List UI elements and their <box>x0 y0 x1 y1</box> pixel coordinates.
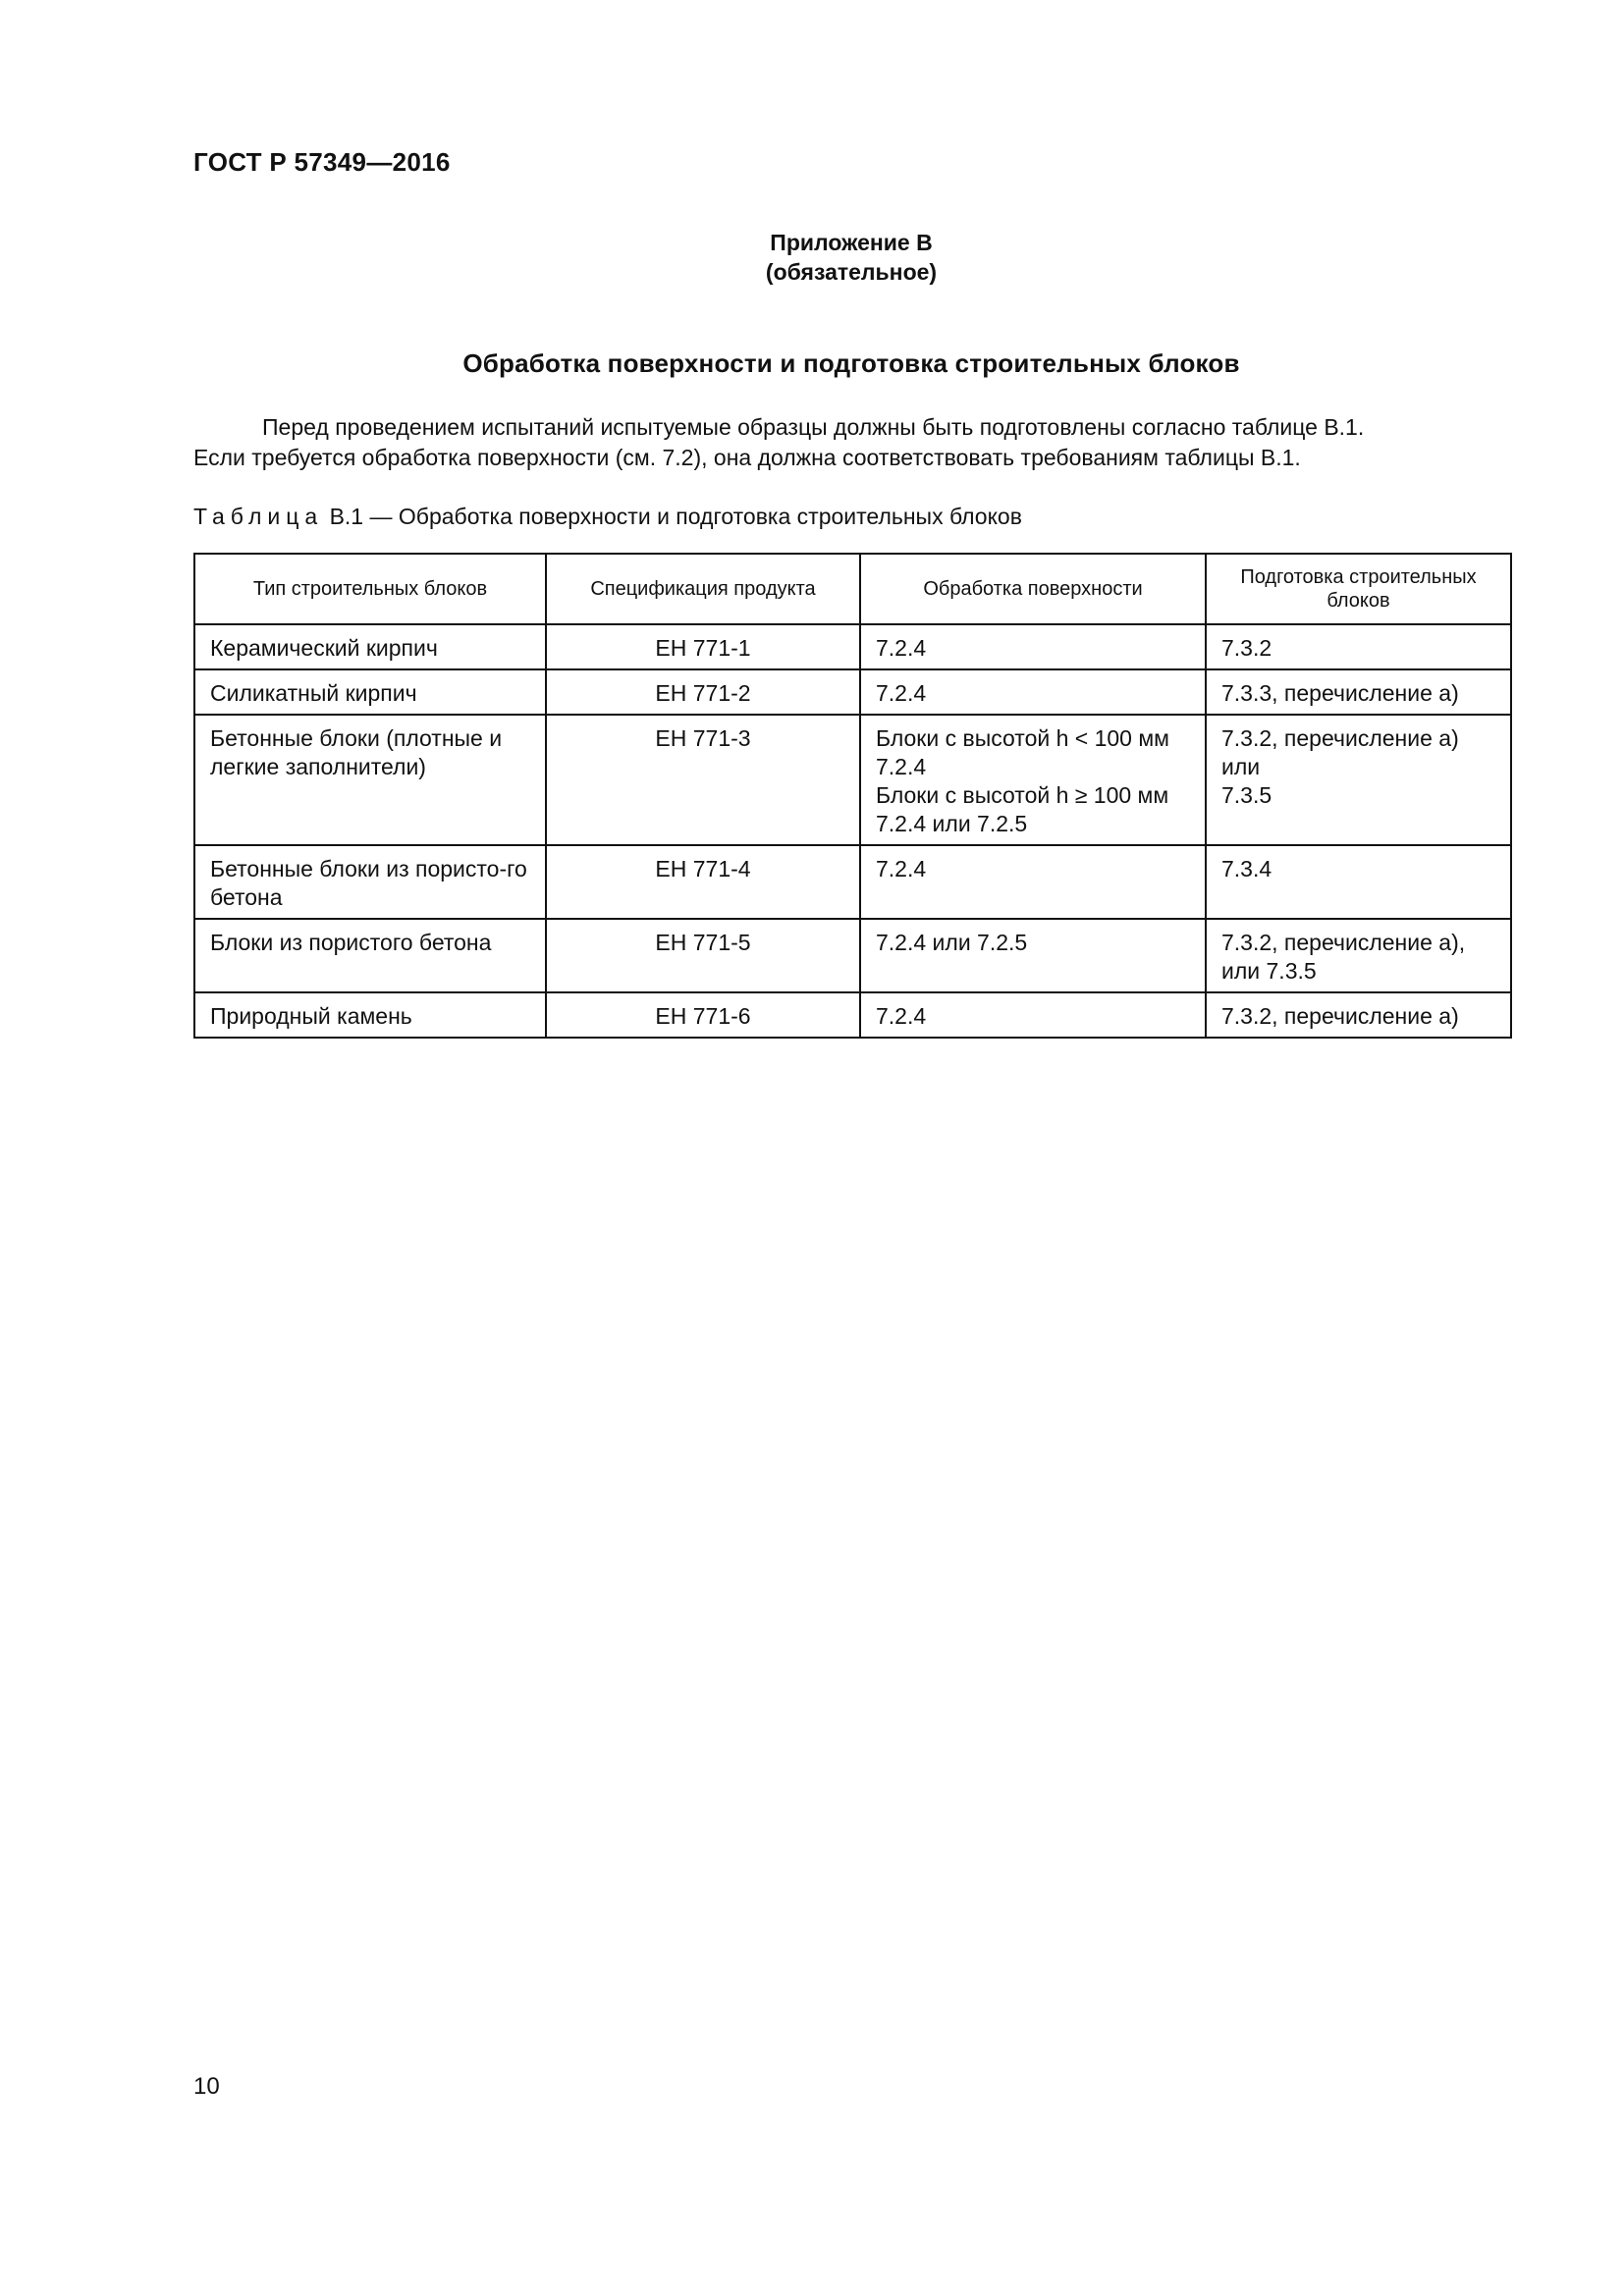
appendix-status: (обязательное) <box>765 259 938 285</box>
spec-cell: ЕН 771-5 <box>546 919 860 992</box>
treatment-cell <box>860 624 1206 669</box>
treatment-cell <box>860 919 1206 992</box>
cell-line: Блоки с высотой h ≥ 100 мм <box>876 782 1169 808</box>
cell-line: 7.3.2, перечисление а), <box>1221 930 1466 955</box>
preparation-cell <box>1206 845 1511 919</box>
cell-line: 7.3.2 <box>1221 635 1272 661</box>
table-row <box>194 992 1511 1038</box>
appendix-title: Приложение В <box>770 230 933 255</box>
treatment-cell <box>860 845 1206 919</box>
block-type-cell: Блоки из пористого бетона <box>194 919 546 992</box>
header-cell: Тип строительных блоков <box>194 554 546 624</box>
spec-cell: ЕН 771-6 <box>546 992 860 1038</box>
block-type-cell: Бетонные блоки из пористо-го бетона <box>194 845 546 919</box>
cell-line: 7.2.4 <box>876 635 927 661</box>
header-cell: Подготовка строительных блоков <box>1206 554 1511 624</box>
table-row <box>194 919 1511 992</box>
cell-line: 7.2.4 <box>876 680 927 706</box>
appendix-heading <box>0 228 1624 287</box>
treatment-cell <box>860 992 1206 1038</box>
cell-line: 7.2.4 или 7.2.5 <box>876 811 1028 836</box>
cell-line: 7.3.2, перечисление а) <box>1221 725 1459 751</box>
cell-line: 7.3.2, перечисление а) <box>1221 1003 1459 1029</box>
table-row <box>194 624 1511 669</box>
intro-line-1: Перед проведением испытаний испытуемые образцы должны быть подготовлены согласно таблице В.1. <box>262 414 1365 440</box>
cell-line: 7.2.4 <box>876 754 927 779</box>
preparation-cell <box>1206 669 1511 715</box>
table-row <box>194 715 1511 845</box>
cell-line: 7.2.4 или 7.2.5 <box>876 930 1028 955</box>
section-title: Обработка поверхности и подготовка строительных блоков <box>462 348 1240 378</box>
preparation-cell <box>1206 624 1511 669</box>
spec-cell: ЕН 771-3 <box>546 715 860 845</box>
header-cell: Обработка поверхности <box>860 554 1206 624</box>
table-caption <box>193 504 1022 530</box>
spec-cell: ЕН 771-2 <box>546 669 860 715</box>
cell-line: 7.3.5 <box>1221 782 1272 808</box>
block-type-cell: Бетонные блоки (плотные и легкие заполнители) <box>194 715 546 845</box>
treatment-table <box>193 553 1512 1039</box>
cell-line: или <box>1221 754 1261 779</box>
cell-line: 7.3.4 <box>1221 856 1272 881</box>
cell-line: 7.3.3, перечисление а) <box>1221 680 1459 706</box>
block-type-cell: Керамический кирпич <box>194 624 546 669</box>
intro-line-2: Если требуется обработка поверхности (см. 7.2), она должна соответствовать требованиям таблицы В.1. <box>193 445 1301 470</box>
cell-line: Блоки с высотой h < 100 мм <box>876 725 1169 751</box>
table-row <box>194 845 1511 919</box>
treatment-cell <box>860 715 1206 845</box>
table-header-row <box>194 554 1511 624</box>
block-type-cell: Природный камень <box>194 992 546 1038</box>
intro-paragraph <box>193 412 1509 473</box>
document-code: ГОСТ Р 57349—2016 <box>193 147 451 177</box>
preparation-cell <box>1206 715 1511 845</box>
preparation-cell <box>1206 992 1511 1038</box>
treatment-cell <box>860 669 1206 715</box>
block-type-cell: Силикатный кирпич <box>194 669 546 715</box>
table-row <box>194 669 1511 715</box>
page-number: 10 <box>193 2073 220 2100</box>
cell-line: 7.2.4 <box>876 1003 927 1029</box>
spec-cell: ЕН 771-1 <box>546 624 860 669</box>
preparation-cell <box>1206 919 1511 992</box>
table-caption-label: Таблица <box>193 504 324 529</box>
cell-line: или 7.3.5 <box>1221 958 1317 984</box>
table-caption-text: В.1 — Обработка поверхности и подготовка строительных блоков <box>329 504 1022 529</box>
cell-line: 7.2.4 <box>876 856 927 881</box>
spec-cell: ЕН 771-4 <box>546 845 860 919</box>
header-cell: Спецификация продукта <box>546 554 860 624</box>
